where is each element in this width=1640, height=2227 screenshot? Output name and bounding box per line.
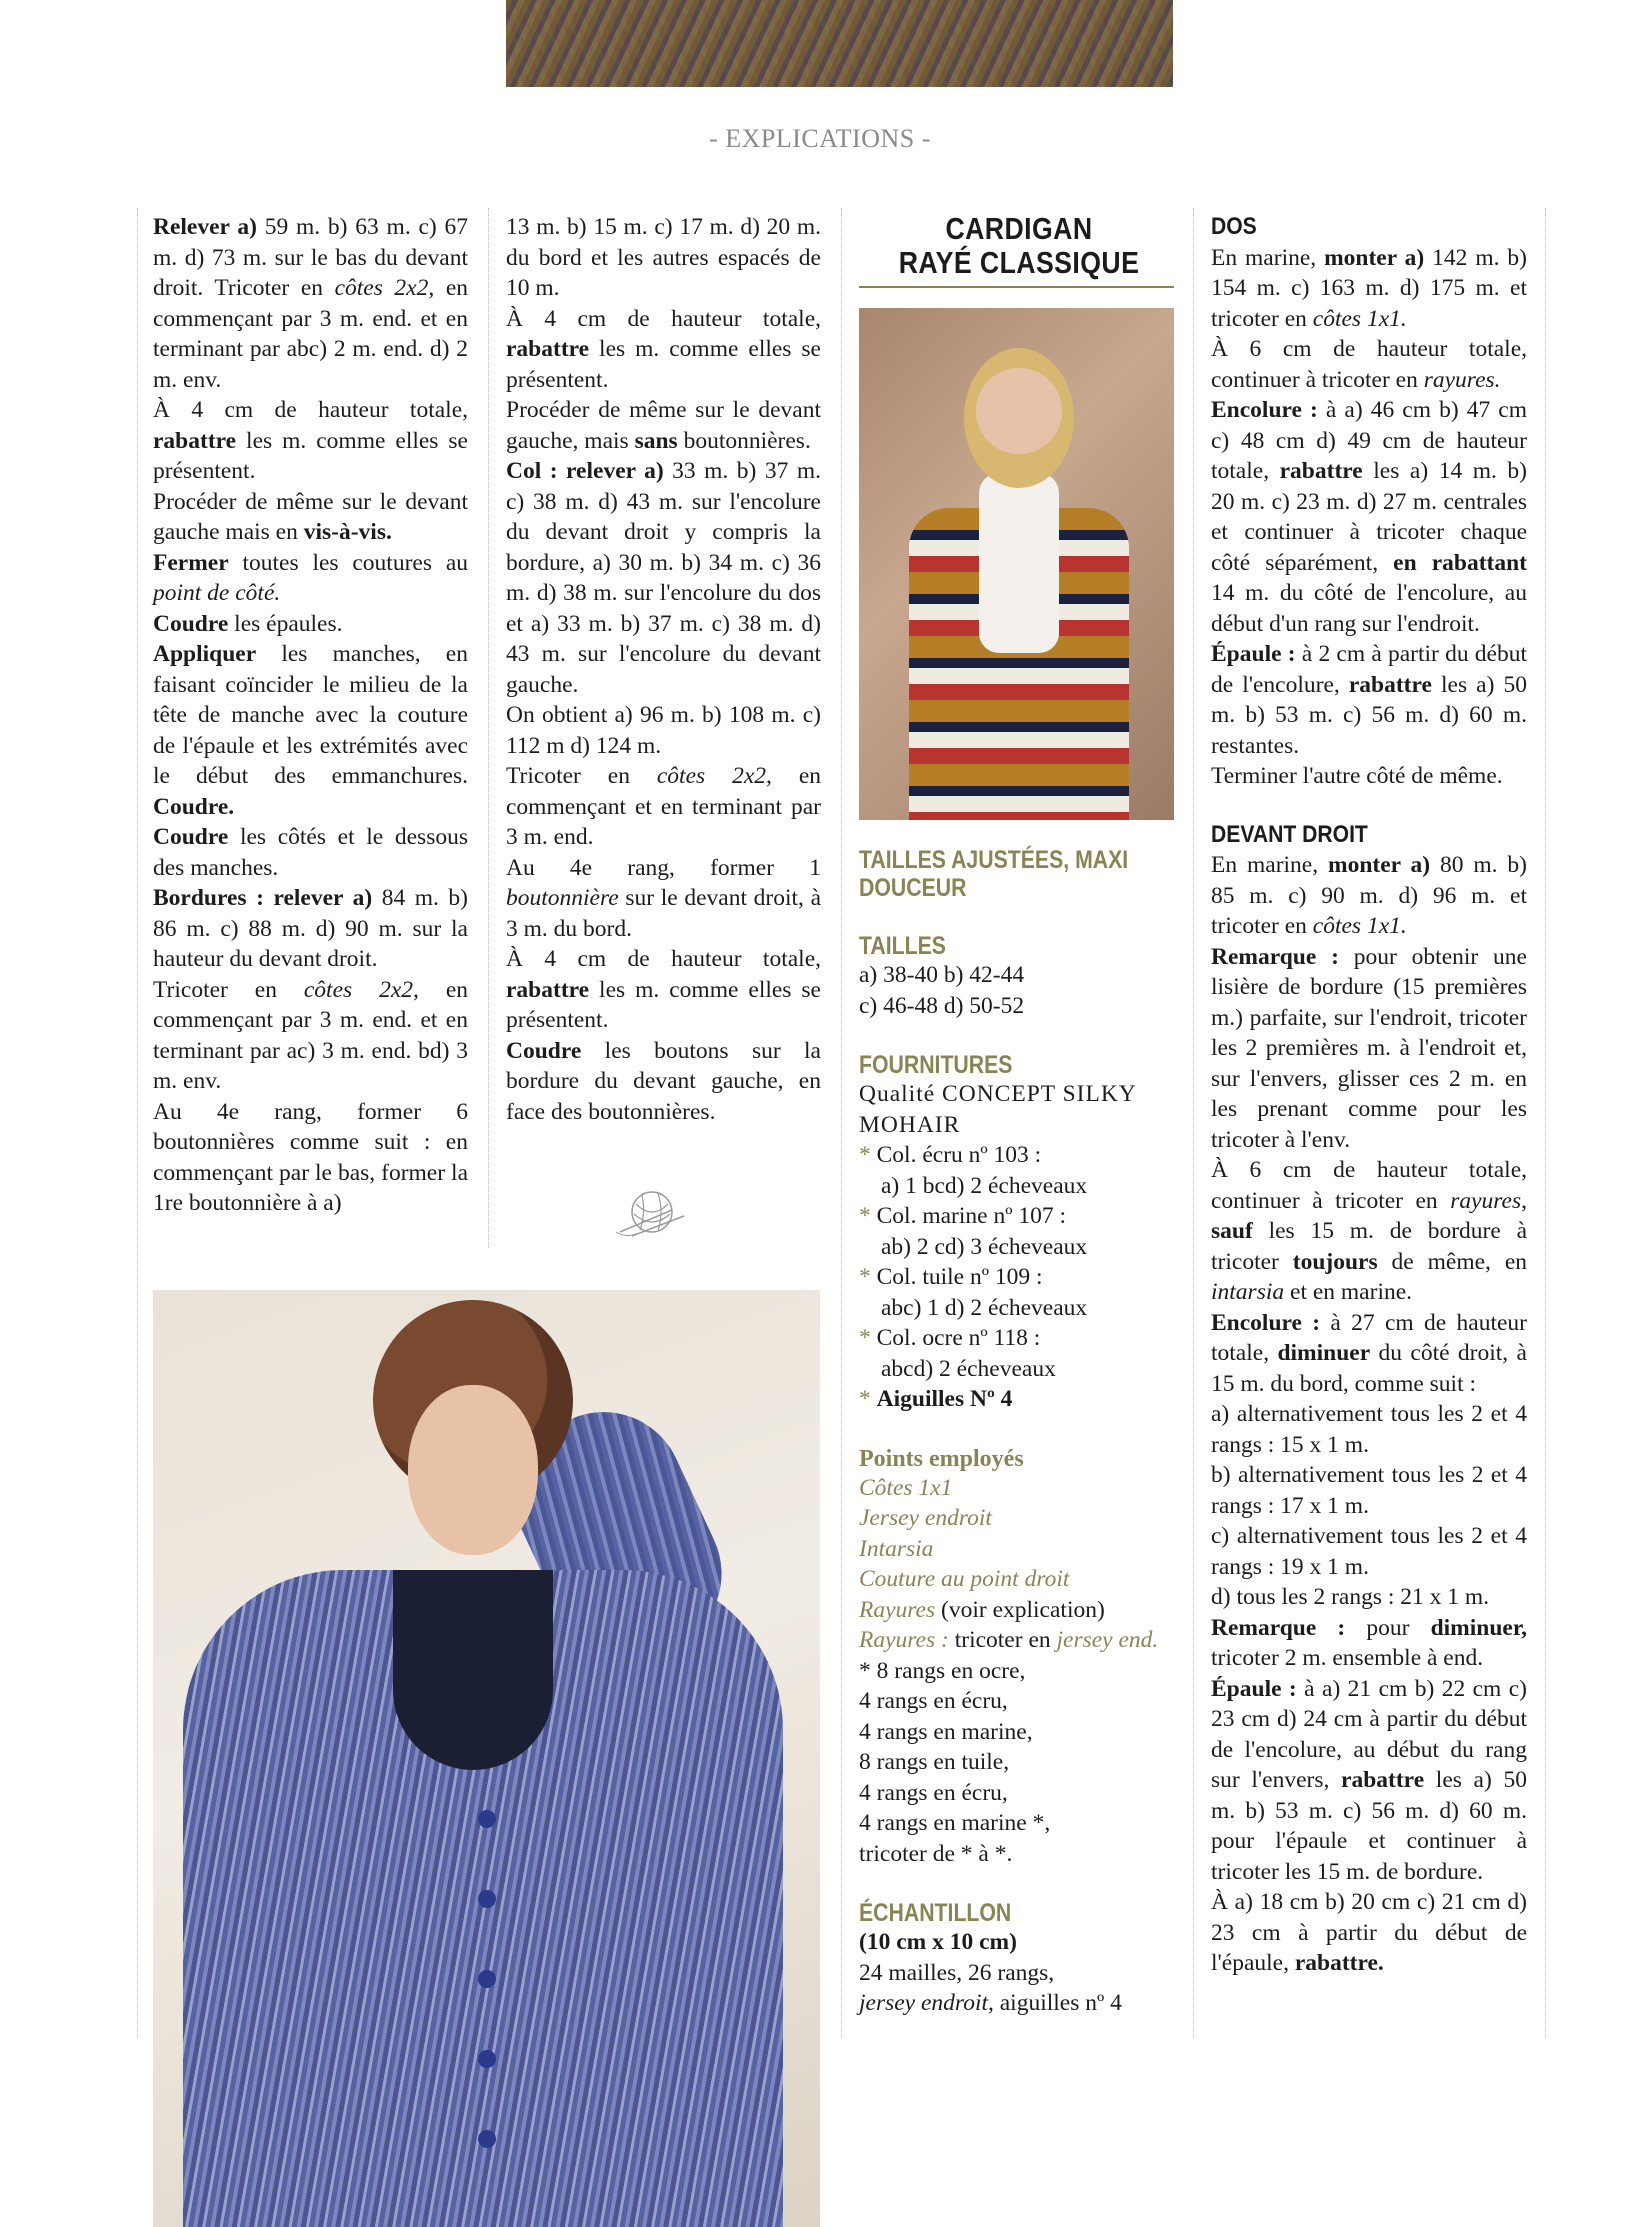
paragraph: b) alternativement tous les 2 et 4 rangs : 17 x 1 m. [1211,1462,1527,1519]
text: à a) 21 cm b) 22 cm c) 23 cm d) 24 cm à partir du début de l'encolure, au début du rang sur l'envers, [1211,1675,1527,1793]
text: sur le devant droit, à 3 m. du bord. [506,885,821,942]
bold-text: sans [634,427,678,454]
column-divider [1545,208,1546,2038]
paragraph [1211,639,1527,761]
paragraph [506,395,821,456]
model-head [964,348,1074,488]
paragraph [1211,243,1527,335]
column-divider [488,208,489,1248]
stripe-row: 4 rangs en écru, [859,1688,1008,1714]
info-column [859,212,1179,2019]
bold-text: sauf [1211,1218,1253,1244]
bold-text: Épaule : [1211,1675,1297,1702]
text: À 6 cm de hauteur totale, continuer à tricoter en [1211,336,1527,393]
text: les a) 14 m. b) 20 m. c) 23 m. d) 27 m. centrales et continuer à tricoter chaque côté séparément, [1211,458,1528,576]
button [478,2050,496,2068]
text: ab) 2 cd) 3 écheveaux [881,1233,1088,1260]
text: Col. tuile nº 109 : [876,1264,1043,1290]
paragraph [1211,1613,1527,1674]
bold-text: Aiguilles Nº 4 [876,1386,1013,1412]
text: En marine, [1211,244,1325,271]
text: les a) 50 m. b) 53 m. c) 56 m. d) 60 m. pour l'épaule et continuer à tricoter les 15 m. de bordure. [1211,1767,1527,1885]
bold-text: diminuer, [1430,1614,1527,1641]
italic-text: intarsia [1211,1279,1285,1305]
text: En marine, [1211,852,1328,878]
text: À a) 18 cm b) 20 cm c) 21 cm d) 23 cm à partir du début de l'épaule, [1211,1889,1527,1976]
paragraph: d) tous les 2 rangs : 21 x 1 m. [1211,1584,1490,1610]
paragraph [1211,1887,1527,1979]
subtitle: TAILLES AJUSTÉES, MAXI DOUCEUR [859,846,1129,902]
italic-text: jersey end. [1056,1627,1159,1653]
bold-text: en rabattant [1393,549,1527,576]
bullet: * [859,1142,871,1168]
stitch-name [859,1595,1179,1626]
paragraph [153,822,468,883]
bold-text: Fermer [153,549,229,576]
text: 80 m. b) 85 m. c) 90 m. d) 96 m. et tricoter en [1211,852,1528,939]
italic-text: côtes 2x2 [303,976,414,1003]
paragraph [506,944,821,1036]
paragraph [506,1036,821,1128]
button [478,2130,496,2148]
text: Tricoter en [506,763,657,789]
bullet: * [859,1386,871,1412]
paragraph: Terminer l'autre côté de même. [1211,763,1503,789]
text: À 4 cm de hauteur totale, [153,397,468,423]
supply-item [859,1323,1179,1354]
text: 84 m. b) 86 m. c) 88 m. d) 90 m. sur la hauteur du devant droit. [153,885,469,972]
text: À 4 cm de hauteur totale, [506,305,821,332]
bold-text: rabattre [1348,671,1432,698]
text: toutes les coutures au [228,549,468,576]
text-column-4 [1211,212,1527,1979]
fournitures-heading: FOURNITURES [859,1051,1013,1079]
paragraph [153,395,468,487]
stitch-name: Côtes 1x1 [859,1474,953,1501]
model-face [408,1385,538,1555]
paragraph [153,639,468,822]
dos-heading: DOS [1211,213,1257,240]
column-divider [137,208,138,2038]
paragraph: On obtient a) 96 m. b) 108 m. c) 112 m d) 124 m. [506,702,821,759]
italic-text: côtes 1x1. [1312,305,1407,332]
paragraph: a) alternativement tous les 2 et 4 rangs : 15 x 1 m. [1211,1401,1527,1458]
text: Col. écru nº 103 : [876,1142,1042,1168]
title-line: CARDIGAN [945,211,1093,246]
button [478,1970,496,1988]
column-divider [841,208,842,2038]
text: a) 1 bcd) 2 écheveaux [881,1172,1088,1199]
paragraph: Au 4e rang, former 6 boutonnières comme suit : en commençant par le bas, former la 1re boutonnière à a) [153,1098,468,1216]
text: , [1521,1187,1527,1214]
title-underline [859,286,1174,288]
text: aiguilles nº 4 [993,1990,1122,2016]
text: pour obtenir une lisière de bordure (15 premières m.) parfaite, sur l'endroit, tricoter les 2 premières m. à l'endroit et, sur l'envers, glisser ces 2 m. en les prenant comme pour les tricoter à l'env. [1211,943,1527,1153]
page-header: - EXPLICATIONS - [709,124,931,153]
bold-text: rabattre [1341,1767,1425,1793]
paragraph [153,609,468,640]
size-line: a) 38-40 b) 42-44 [859,962,1025,988]
column-divider [1193,208,1194,2038]
italic-text: Rayures [859,1596,936,1623]
supply-item [859,1201,1179,1232]
italic-text: boutonnière [506,885,619,911]
yarn-ball-icon [612,1180,692,1240]
stripe-row: 4 rangs en écru, [859,1779,1008,1806]
paragraph [153,548,468,609]
bold-text: Remarque : [1211,1614,1346,1641]
paragraph [1211,334,1527,395]
size-line: c) 46-48 d) 50-52 [859,992,1025,1019]
yarn-quality: Qualité CONCEPT SILKY MOHAIR [859,1081,1136,1138]
paragraph [153,883,468,975]
bold-text: rabattre [1279,458,1363,484]
blue-cardigan-photo [153,1290,820,2227]
text: les manches, en faisant coïncider le milieu de la tête de manche avec la couture de l'épaule et les extrémités avec le début des emmanchures. [153,641,468,789]
tailles-heading: TAILLES [859,932,946,960]
text: 59 m. b) 63 m. c) 67 m. d) 73 m. sur le bas du devant droit. Tricoter en [153,214,469,301]
text: Procéder de même sur le devant gauche, mais [506,397,821,454]
bullet: * [859,1264,871,1290]
white-top [979,473,1059,653]
paragraph [1211,1308,1527,1400]
text: tricoter en [948,1627,1057,1653]
text: 33 m. b) 37 m. c) 38 m. d) 43 m. sur l'encolure du devant droit y compris la bordure, a) 30 m. b) 34 m. c) 36 m. d) 38 m. sur l'encolure du dos et a) 33 m. b) 37 m. c) 38 m. d) 43 m. sur l'encolure du devant gauche. [506,458,821,698]
bold-text: Coudre [506,1037,582,1064]
italic-text: côtes 2x2 [334,275,429,301]
paragraph [506,761,821,853]
text: les 15 m. de bordure à tricoter [1211,1218,1527,1275]
text: les m. comme elles se présentent. [506,976,821,1033]
text-column-1 [153,212,468,1219]
supply-detail [859,1293,1179,1324]
bold-text: rabattre [506,976,590,1003]
text: et en marine. [1284,1279,1413,1305]
bold-text: rabattre [153,427,237,454]
text: , en commençant et en terminant par 3 m. end. [506,763,821,850]
text: les m. comme elles se présentent. [506,336,821,393]
bold-text: monter a) [1328,852,1431,878]
italic-text: Rayures : [859,1627,949,1653]
text: 14 m. du côté de l'encolure, au début d'un rang sur l'endroit. [1211,580,1527,637]
text: (voir explication) [935,1596,1105,1623]
bold-text: monter a) [1324,244,1425,271]
paragraph [506,456,821,700]
text: les boutons sur la bordure du devant gauche, en face des boutonnières. [506,1037,821,1125]
italic-text: côtes 1x1. [1312,913,1407,939]
text: de même, en [1377,1248,1528,1275]
text: Au 4e rang, former 1 [506,854,821,881]
navy-top [393,1570,553,1770]
bold-text: rabattre [506,336,590,362]
supply-detail [859,1354,1179,1385]
text: les épaules. [228,610,343,637]
bullet: * [859,1203,871,1229]
stripe-row: * 8 rangs en ocre, [859,1657,1026,1684]
button [478,1890,496,1908]
text: Col. marine nº 107 : [876,1203,1067,1229]
gauge-line: 24 mailles, 26 rangs, [859,1959,1055,1986]
stripes-intro [859,1625,1179,1656]
paragraph [1211,1674,1527,1888]
bold-text: Bordures : relever a) [153,885,373,911]
text: À 4 cm de hauteur totale, [506,946,821,972]
bold-text: Remarque : [1211,943,1339,970]
text: tricoter 2 m. ensemble à end. [1211,1645,1484,1671]
text: , en commençant par 3 m. end. et en terminant par abc) 2 m. end. d) 2 m. env. [153,275,468,393]
bold-text: Coudre [153,610,229,637]
bullet: * [859,1325,871,1351]
bold-text: toujours [1292,1248,1378,1275]
cardigan-photo [859,308,1174,820]
bold-text: Encolure : [1211,397,1318,423]
paragraph [1211,1155,1527,1308]
text: pour [1345,1614,1431,1641]
bold-text: diminuer [1277,1340,1371,1366]
paragraph [1211,850,1527,942]
supply-detail [859,1171,1179,1202]
text: les a) 50 m. b) 53 m. c) 56 m. d) 60 m. restantes. [1211,671,1527,759]
gauge-line [859,1988,1179,2019]
supply-detail [859,1232,1179,1263]
text: , en commençant par 3 m. end. et en terminant par ac) 3 m. end. bd) 3 m. env. [153,976,468,1094]
pattern-title [881,212,1156,280]
paragraph [1211,942,1527,1156]
bold-text: Encolure : [1211,1309,1321,1336]
bold-text: Épaule : [1211,641,1296,667]
echantillon-heading: ÉCHANTILLON [859,1899,1012,1927]
title-line: RAYÉ CLASSIQUE [898,245,1140,280]
text: Col. ocre nº 118 : [876,1325,1041,1351]
text: Tricoter en [153,976,304,1003]
devant-droit-heading: DEVANT DROIT [1211,820,1368,848]
bold-text: Relever a) [153,214,265,240]
bold-text: rabattre. [1294,1950,1384,1976]
text: à 27 cm de hauteur totale, [1211,1309,1527,1366]
gauge-size [859,1927,1179,1958]
italic-text: rayures. [1423,366,1501,393]
text: boutonnières. [677,427,811,454]
stripe-row: tricoter de * à *. [859,1840,1013,1867]
bold-text: (10 cm x 10 cm) [859,1929,1017,1955]
supply-item [859,1384,1179,1415]
paragraph [506,853,821,945]
paragraph [153,487,468,548]
italic-text: rayures [1450,1187,1522,1214]
text-column-2 [506,212,821,1127]
button [478,1810,496,1828]
italic-text: côtes 2x2 [656,763,767,789]
paragraph [153,212,468,395]
paragraph [153,975,468,1097]
paragraph: 13 m. b) 15 m. c) 17 m. d) 20 m. du bord et les autres espacés de 10 m. [506,214,821,301]
text: abc) 1 d) 2 écheveaux [881,1294,1088,1321]
bold-text: vis-à-vis. [303,519,392,545]
supply-item [859,1140,1179,1171]
text: À 6 cm de hauteur totale, continuer à tricoter en [1211,1157,1527,1214]
bold-text: Coudre. [153,793,235,820]
stitch-name: Intarsia [859,1535,934,1562]
stripe-row: 8 rangs en tuile, [859,1749,1010,1775]
paragraph [1211,395,1527,639]
stitch-name: Jersey endroit [859,1505,992,1531]
paragraph [506,304,821,396]
bold-text: Coudre [153,824,229,850]
paragraph: c) alternativement tous les 2 et 4 rangs : 19 x 1 m. [1211,1523,1527,1580]
text: les côtés et le dessous des manches. [153,824,468,881]
text: du côté droit, à 15 m. du bord, comme suit : [1211,1340,1527,1397]
bold-text: Appliquer [153,641,257,667]
italic-text: point de côté. [153,580,281,606]
supply-item [859,1262,1179,1293]
text: les m. comme elles se présentent. [153,427,468,484]
text: à a) 46 cm b) 47 cm c) 48 cm d) 49 cm de hauteur totale, [1211,397,1527,484]
italic-text: jersey endroit, [859,1990,994,2016]
text: 142 m. b) 154 m. c) 163 m. d) 175 m. et tricoter en [1211,244,1528,332]
points-heading: Points employés [859,1445,1024,1472]
stripe-row: 4 rangs en marine *, [859,1810,1051,1836]
stripe-row: 4 rangs en marine, [859,1718,1033,1745]
text: à 2 cm à partir du début de l'encolure, [1211,641,1528,698]
text: Procéder de même sur le devant gauche mais en [153,488,468,545]
stitch-name: Couture au point droit [859,1566,1070,1592]
text: abcd) 2 écheveaux [881,1355,1056,1382]
top-knit-photo [506,0,1173,87]
bold-text: Col : relever a) [506,458,664,484]
